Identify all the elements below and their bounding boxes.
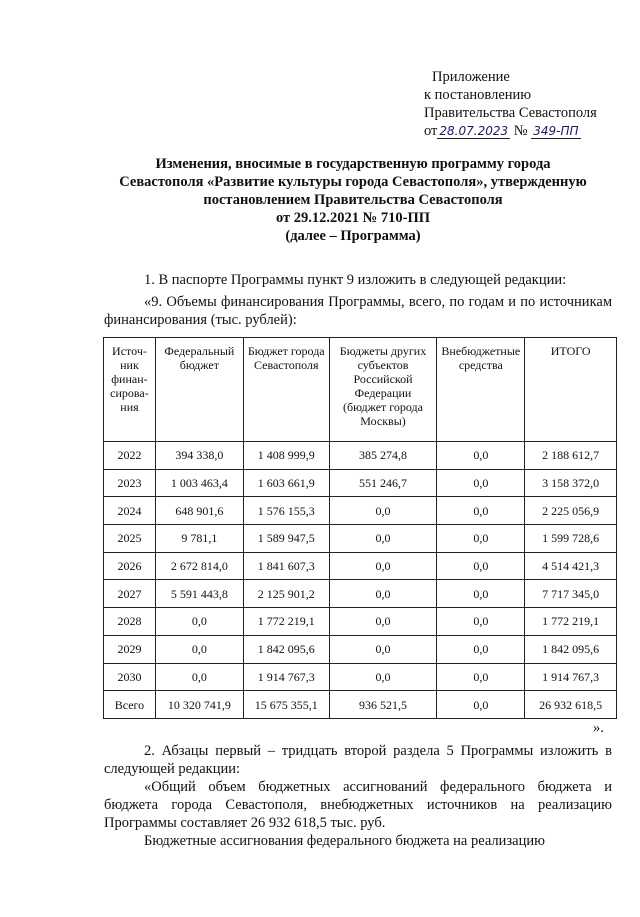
paragraph-1: 1. В паспорте Программы пункт 9 изложить в следующей редакции: (144, 272, 567, 288)
other-cell: 0,0 (329, 635, 437, 663)
extra-cell: 0,0 (437, 580, 525, 608)
total-cell: 1 772 219,1 (525, 608, 617, 636)
year-cell: 2026 (104, 552, 156, 580)
approval-line-resolution: к постановлению (424, 87, 532, 103)
table-row (104, 635, 617, 663)
paragraph-5: Бюджетные ассигнования федерального бюджета на реализацию (144, 833, 545, 849)
extra-cell: 0,0 (437, 663, 525, 691)
federal-cell: 0,0 (155, 663, 243, 691)
year-cell: Всего (104, 691, 156, 719)
table-row (104, 469, 617, 497)
financing-table (103, 337, 617, 719)
federal-cell: 2 672 814,0 (155, 552, 243, 580)
federal-cell: 648 901,6 (155, 497, 243, 525)
header-extrabudgetary: Внебюджетные средства (437, 338, 525, 442)
federal-cell: 5 591 443,8 (155, 580, 243, 608)
federal-cell: 10 320 741,9 (155, 691, 243, 719)
approval-block (424, 68, 597, 140)
other-cell: 0,0 (329, 497, 437, 525)
federal-cell: 9 781,1 (155, 525, 243, 553)
header-total: ИТОГО (525, 338, 617, 442)
closing-quote: ». (593, 720, 604, 736)
total-cell: 26 932 618,5 (525, 691, 617, 719)
header-city: Бюджет города Севастополя (243, 338, 329, 442)
header-federal: Федеральный бюджет (155, 338, 243, 442)
city-cell: 1 842 095,6 (243, 635, 329, 663)
number-label: № (513, 123, 528, 139)
federal-cell: 394 338,0 (155, 442, 243, 470)
total-cell: 4 514 421,3 (525, 552, 617, 580)
other-cell: 936 521,5 (329, 691, 437, 719)
extra-cell: 0,0 (437, 469, 525, 497)
document-title (100, 155, 606, 245)
title-line-3: постановлением Правительства Севастополя (203, 192, 503, 208)
total-cell: 1 842 095,6 (525, 635, 617, 663)
federal-cell: 0,0 (155, 635, 243, 663)
table-row (104, 580, 617, 608)
year-cell: 2029 (104, 635, 156, 663)
city-cell: 1 589 947,5 (243, 525, 329, 553)
extra-cell: 0,0 (437, 497, 525, 525)
table-row (104, 442, 617, 470)
total-cell: 1 599 728,6 (525, 525, 617, 553)
extra-cell: 0,0 (437, 552, 525, 580)
total-cell: 7 717 345,0 (525, 580, 617, 608)
other-cell: 0,0 (329, 580, 437, 608)
other-cell: 0,0 (329, 608, 437, 636)
table-row (104, 552, 617, 580)
total-cell: 3 158 372,0 (525, 469, 617, 497)
header-other-subjects: Бюджеты других субъектов Российской Федерации (бюджет города Москвы) (329, 338, 437, 442)
handwritten-date: 28.07.2023 (439, 124, 509, 138)
extra-cell: 0,0 (437, 525, 525, 553)
federal-cell: 0,0 (155, 608, 243, 636)
from-label: от (424, 123, 438, 139)
year-cell: 2030 (104, 663, 156, 691)
city-cell: 1 841 607,3 (243, 552, 329, 580)
total-cell: 2 225 056,9 (525, 497, 617, 525)
other-cell: 0,0 (329, 525, 437, 553)
table-row (104, 663, 617, 691)
city-cell: 2 125 901,2 (243, 580, 329, 608)
title-line-1: Изменения, вносимые в государственную программу города (155, 156, 551, 172)
year-cell: 2027 (104, 580, 156, 608)
approval-line-appendix: Приложение (432, 69, 510, 85)
federal-cell: 1 003 463,4 (155, 469, 243, 497)
year-cell: 2028 (104, 608, 156, 636)
table-row (104, 497, 617, 525)
other-cell: 0,0 (329, 663, 437, 691)
table-header-row (104, 338, 617, 442)
title-line-2: Севастополя «Развитие культуры города Севастополя», утвержденную (119, 174, 587, 190)
year-cell: 2023 (104, 469, 156, 497)
title-line-4: от 29.12.2021 № 710-ПП (275, 210, 430, 226)
paragraph-4: «Общий объем бюджетных ассигнований федерального бюджета и бюджета города Севастополя, внебюджетных источников на реализацию Программы составляет 26 932 618,5 тыс. руб. (104, 779, 612, 831)
city-cell: 1 576 155,3 (243, 497, 329, 525)
city-cell: 1 408 999,9 (243, 442, 329, 470)
city-cell: 1 914 767,3 (243, 663, 329, 691)
table-row-total (104, 691, 617, 719)
other-cell: 551 246,7 (329, 469, 437, 497)
year-cell: 2022 (104, 442, 156, 470)
extra-cell: 0,0 (437, 442, 525, 470)
approval-line-government: Правительства Севастополя (424, 105, 597, 121)
other-cell: 0,0 (329, 552, 437, 580)
year-cell: 2024 (104, 497, 156, 525)
header-source: Источ-ник финан-сирова-ния (104, 338, 156, 442)
year-cell: 2025 (104, 525, 156, 553)
city-cell: 1 603 661,9 (243, 469, 329, 497)
title-line-5: (далее – Программа) (285, 228, 421, 244)
handwritten-number: 349-ПП (533, 124, 579, 138)
approval-date-line (424, 122, 597, 140)
total-cell: 2 188 612,7 (525, 442, 617, 470)
table-row (104, 525, 617, 553)
extra-cell: 0,0 (437, 635, 525, 663)
paragraph-2: «9. Объемы финансирования Программы, всего, по годам и по источникам финансирования (тыс. рублей): (104, 294, 612, 328)
city-cell: 1 772 219,1 (243, 608, 329, 636)
paragraph-3: 2. Абзацы первый – тридцать второй раздела 5 Программы изложить в следующей редакции: (104, 743, 612, 777)
table-row (104, 608, 617, 636)
total-cell: 1 914 767,3 (525, 663, 617, 691)
extra-cell: 0,0 (437, 691, 525, 719)
other-cell: 385 274,8 (329, 442, 437, 470)
city-cell: 15 675 355,1 (243, 691, 329, 719)
extra-cell: 0,0 (437, 608, 525, 636)
